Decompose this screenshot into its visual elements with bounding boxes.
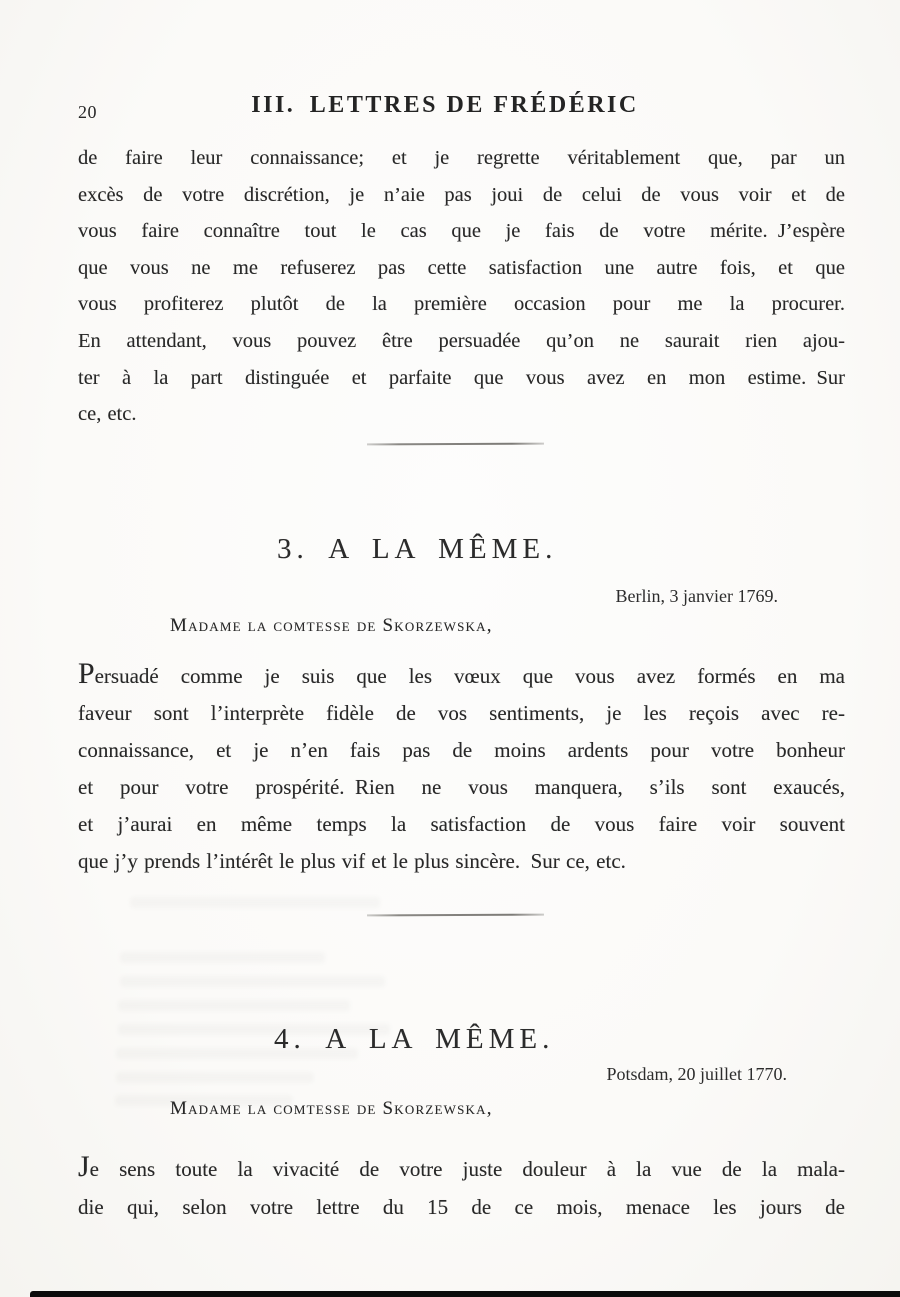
letter-body — [78, 1150, 845, 1226]
text-line: excès de votre discrétion, je n’aie pas joui de celui de vous voir et de — [78, 183, 845, 206]
text-line: vous faire connaître tout le cas que je fais de votre mérite. J’espère — [78, 220, 845, 243]
text-line-rest: e sens toute la vivacité de votre juste douleur à la vue de la mala- — [89, 1157, 845, 1181]
letter-body — [78, 658, 845, 880]
continued-paragraph — [78, 140, 845, 433]
text-line: que vous ne me refuserez pas cette satisfaction une autre fois, et que — [78, 256, 845, 279]
text-line: connaissance, et je n’en fais pas de moins ardents pour votre bonheur — [78, 738, 845, 762]
text-line — [78, 1150, 845, 1188]
running-header: III. LETTRES DE FRÉDÉRIC — [251, 92, 639, 118]
text-line — [78, 658, 845, 695]
text-line: ter à la part distinguée et parfaite que vous avez en mon estime. Sur — [78, 366, 845, 389]
section-divider-rule — [367, 443, 544, 446]
text-line-rest: ersuadé comme je suis que les vœux que vous avez formés en ma — [94, 664, 845, 688]
letter-salutation: Madame la comtesse de Skorzewska, — [170, 1098, 493, 1119]
letter-heading: 4. A LA MÊME. — [274, 1023, 555, 1055]
letter-heading: 3. A LA MÊME. — [277, 533, 558, 565]
text-line: En attendant, vous pouvez être persuadée qu’on ne saurait rien ajou- — [78, 329, 845, 352]
page-number: 20 — [78, 102, 97, 122]
text-line: de faire leur connaissance; et je regrette véritablement que, par un — [78, 147, 845, 169]
scanner-edge-bar — [30, 1291, 900, 1297]
initial-capital: P — [78, 657, 95, 690]
text-line: faveur sont l’interprète fidèle de vos sentiments, je les reçois avec re- — [78, 701, 845, 725]
text-line: ce, etc. — [78, 403, 137, 426]
letter-dateline: Potsdam, 20 juillet 1770. — [606, 1064, 787, 1084]
letter-salutation: Madame la comtesse de Skorzewska, — [170, 615, 493, 636]
text-line: et j’aurai en même temps la satisfaction de vous faire voir souvent — [78, 812, 845, 836]
initial-capital: J — [78, 1150, 90, 1183]
text-line: et pour votre prospérité. Rien ne vous manquera, s’ils sont exaucés, — [78, 775, 845, 799]
text-line: vous profiterez plutôt de la première occasion pour me la procurer. — [78, 293, 845, 316]
section-divider-rule — [367, 914, 544, 917]
text-line: que j’y prends l’intérêt le plus vif et le plus sincère. Sur ce, etc. — [78, 849, 626, 873]
letter-dateline: Berlin, 3 janvier 1769. — [615, 586, 778, 606]
text-line: die qui, selon votre lettre du 15 de ce mois, menace les jours de — [78, 1195, 845, 1219]
